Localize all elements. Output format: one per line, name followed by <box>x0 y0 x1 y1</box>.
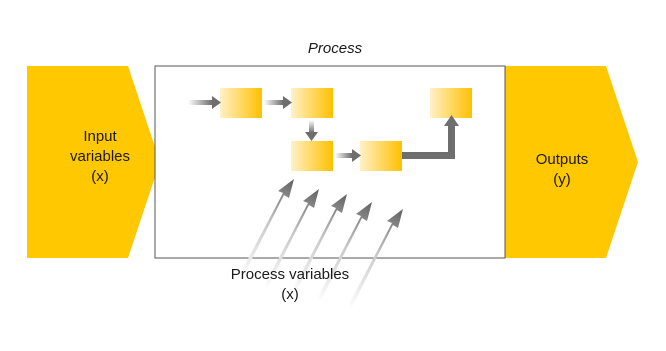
output-label-line2: (y) <box>553 171 571 188</box>
input-label-line1: Input <box>83 128 117 145</box>
input-label-line2: variables <box>69 148 131 165</box>
process-block-3 <box>291 141 333 171</box>
output-label-line1: Outputs <box>535 151 589 168</box>
input-label-line3: (x) <box>91 168 109 185</box>
process-block-4 <box>360 141 402 171</box>
output-label <box>514 150 610 190</box>
input-label <box>52 127 148 187</box>
process-variables-line2: (x) <box>281 286 299 303</box>
process-block-5 <box>430 88 472 118</box>
process-block-1 <box>220 88 262 118</box>
process-block-2 <box>291 88 333 118</box>
process-variables-line1: Process variables <box>230 266 350 283</box>
process-title: Process <box>307 40 363 57</box>
process-variables-label <box>210 265 370 305</box>
